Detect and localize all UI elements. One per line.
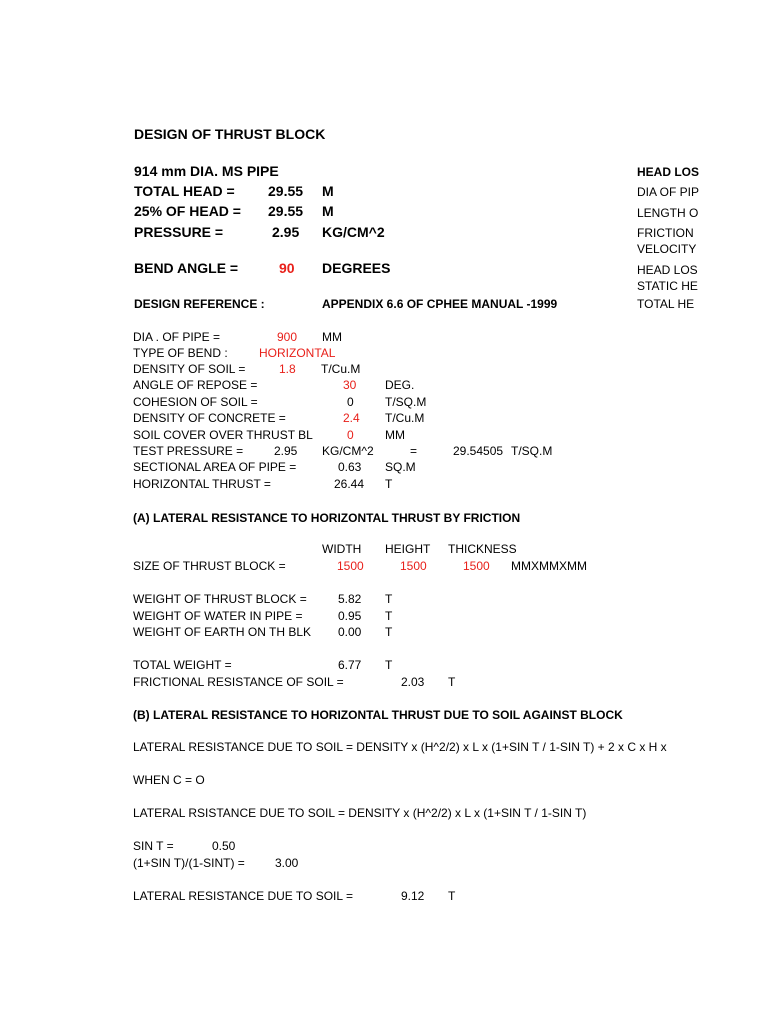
weight-water-value: 0.95 bbox=[338, 609, 362, 623]
design-reference-label: DESIGN REFERENCE : bbox=[134, 297, 265, 311]
frictional-resistance-unit: T bbox=[448, 675, 456, 689]
page-title: DESIGN OF THRUST BLOCK bbox=[134, 126, 326, 142]
weight-water-label: WEIGHT OF WATER IN PIPE = bbox=[133, 609, 303, 623]
cover-unit: MM bbox=[385, 428, 405, 442]
side-item-dia-pipe: DIA OF PIP bbox=[637, 185, 700, 199]
total-weight-value: 6.77 bbox=[338, 658, 362, 672]
weight-earth-value: 0.00 bbox=[338, 625, 362, 639]
thrust-label: HORIZONTAL THRUST = bbox=[133, 477, 271, 491]
ratio-value: 3.00 bbox=[275, 856, 299, 870]
cover-label: SOIL COVER OVER THRUST BL bbox=[133, 428, 313, 442]
repose-value: 30 bbox=[343, 378, 357, 392]
total-head-label: TOTAL HEAD = bbox=[134, 183, 235, 199]
area-value: 0.63 bbox=[338, 460, 362, 474]
cohesion-label: COHESION OF SOIL = bbox=[133, 395, 258, 409]
frictional-resistance-label: FRICTIONAL RESISTANCE OF SOIL = bbox=[133, 675, 344, 689]
side-item-head-loss-2: HEAD LOS bbox=[637, 263, 698, 277]
bend-angle-value: 90 bbox=[279, 260, 295, 276]
ratio-label: (1+SIN T)/(1-SINT) = bbox=[133, 856, 245, 870]
pct-head-unit: M bbox=[322, 203, 334, 219]
repose-unit: DEG. bbox=[385, 378, 415, 392]
total-head-value: 29.55 bbox=[268, 183, 304, 199]
lateral-result-value: 9.12 bbox=[401, 889, 425, 903]
concrete-value: 2.4 bbox=[343, 411, 360, 425]
pct-head-label: 25% OF HEAD = bbox=[134, 203, 241, 219]
weight-block-value: 5.82 bbox=[338, 592, 362, 606]
test-pressure-unit2: T/SQ.M bbox=[511, 444, 553, 458]
total-head-unit: M bbox=[322, 183, 334, 199]
size-height-value: 1500 bbox=[400, 559, 427, 573]
concrete-label: DENSITY OF CONCRETE = bbox=[133, 411, 286, 425]
section-a-heading: (A) LATERAL RESISTANCE TO HORIZONTAL THRUST BY FRICTION bbox=[133, 511, 521, 525]
bend-type-value: HORIZONTAL bbox=[259, 346, 336, 360]
lateral-result-label: LATERAL RESISTANCE DUE TO SOIL = bbox=[133, 889, 353, 903]
repose-label: ANGLE OF REPOSE = bbox=[133, 378, 258, 392]
thrust-value: 26.44 bbox=[334, 477, 365, 491]
bend-type-label: TYPE OF BEND : bbox=[133, 346, 228, 360]
side-item-head-loss: HEAD LOS bbox=[637, 165, 700, 179]
soil-density-unit: T/Cu.M bbox=[321, 362, 361, 376]
dia-unit: MM bbox=[322, 330, 342, 344]
pressure-unit: KG/CM^2 bbox=[322, 224, 385, 240]
area-label: SECTIONAL AREA OF PIPE = bbox=[133, 460, 297, 474]
pressure-label: PRESSURE = bbox=[134, 224, 224, 240]
lateral-result-unit: T bbox=[448, 889, 456, 903]
total-weight-unit: T bbox=[385, 658, 393, 672]
section-b-heading: (B) LATERAL RESISTANCE TO HORIZONTAL THRUST DUE TO SOIL AGAINST BLOCK bbox=[133, 708, 623, 722]
side-item-total-head: TOTAL HE bbox=[637, 297, 695, 311]
when-condition: WHEN C = O bbox=[133, 773, 205, 787]
side-item-static-head: STATIC HE bbox=[637, 279, 698, 293]
bend-angle-unit: DEGREES bbox=[322, 260, 391, 276]
size-label: SIZE OF THRUST BLOCK = bbox=[133, 559, 286, 573]
dia-label: DIA . OF PIPE = bbox=[133, 330, 221, 344]
area-unit: SQ.M bbox=[385, 460, 416, 474]
weight-earth-label: WEIGHT OF EARTH ON TH BLK bbox=[133, 625, 312, 639]
lateral-formula: LATERAL RESISTANCE DUE TO SOIL = DENSITY x (H^2/2) x L x (1+SIN T / 1-SIN T) + 2 x C x H x bbox=[133, 740, 667, 754]
weight-earth-unit: T bbox=[385, 625, 393, 639]
col-thickness-header: THICKNESS bbox=[448, 542, 517, 556]
thrust-unit: T bbox=[385, 477, 393, 491]
soil-density-label: DENSITY OF SOIL = bbox=[133, 362, 246, 376]
weight-water-unit: T bbox=[385, 609, 393, 623]
side-item-velocity: VELOCITY bbox=[637, 242, 697, 256]
size-thickness-value: 1500 bbox=[463, 559, 490, 573]
pressure-value: 2.95 bbox=[272, 224, 300, 240]
weight-block-label: WEIGHT OF THRUST BLOCK = bbox=[133, 592, 307, 606]
size-width-value: 1500 bbox=[337, 559, 364, 573]
sin-label: SIN T = bbox=[133, 839, 174, 853]
design-reference-value: APPENDIX 6.6 OF CPHEE MANUAL -1999 bbox=[322, 297, 558, 311]
lateral-formula-simplified: LATERAL RSISTANCE DUE TO SOIL = DENSITY x (H^2/2) x L x (1+SIN T / 1-SIN T) bbox=[133, 806, 587, 820]
size-unit: MMXMMXMM bbox=[511, 559, 587, 573]
concrete-unit: T/Cu.M bbox=[385, 411, 425, 425]
test-pressure-label: TEST PRESSURE = bbox=[133, 444, 244, 458]
pct-head-value: 29.55 bbox=[268, 203, 304, 219]
side-item-friction: FRICTION bbox=[637, 226, 694, 240]
test-pressure-equals: = bbox=[410, 444, 418, 458]
weight-block-unit: T bbox=[385, 592, 393, 606]
test-pressure-value: 2.95 bbox=[274, 444, 298, 458]
cohesion-value: 0 bbox=[347, 395, 354, 409]
test-pressure-value2: 29.54505 bbox=[453, 444, 504, 458]
soil-density-value: 1.8 bbox=[279, 362, 296, 376]
pipe-label: 914 mm DIA. MS PIPE bbox=[134, 163, 279, 179]
cohesion-unit: T/SQ.M bbox=[385, 395, 427, 409]
total-weight-label: TOTAL WEIGHT = bbox=[133, 658, 232, 672]
frictional-resistance-value: 2.03 bbox=[401, 675, 425, 689]
dia-value: 900 bbox=[277, 330, 298, 344]
side-item-length: LENGTH O bbox=[637, 206, 699, 220]
test-pressure-unit: KG/CM^2 bbox=[322, 444, 374, 458]
bend-angle-label: BEND ANGLE = bbox=[134, 260, 239, 276]
sin-value: 0.50 bbox=[212, 839, 236, 853]
cover-value: 0 bbox=[347, 428, 354, 442]
col-width-header: WIDTH bbox=[322, 542, 362, 556]
col-height-header: HEIGHT bbox=[385, 542, 431, 556]
